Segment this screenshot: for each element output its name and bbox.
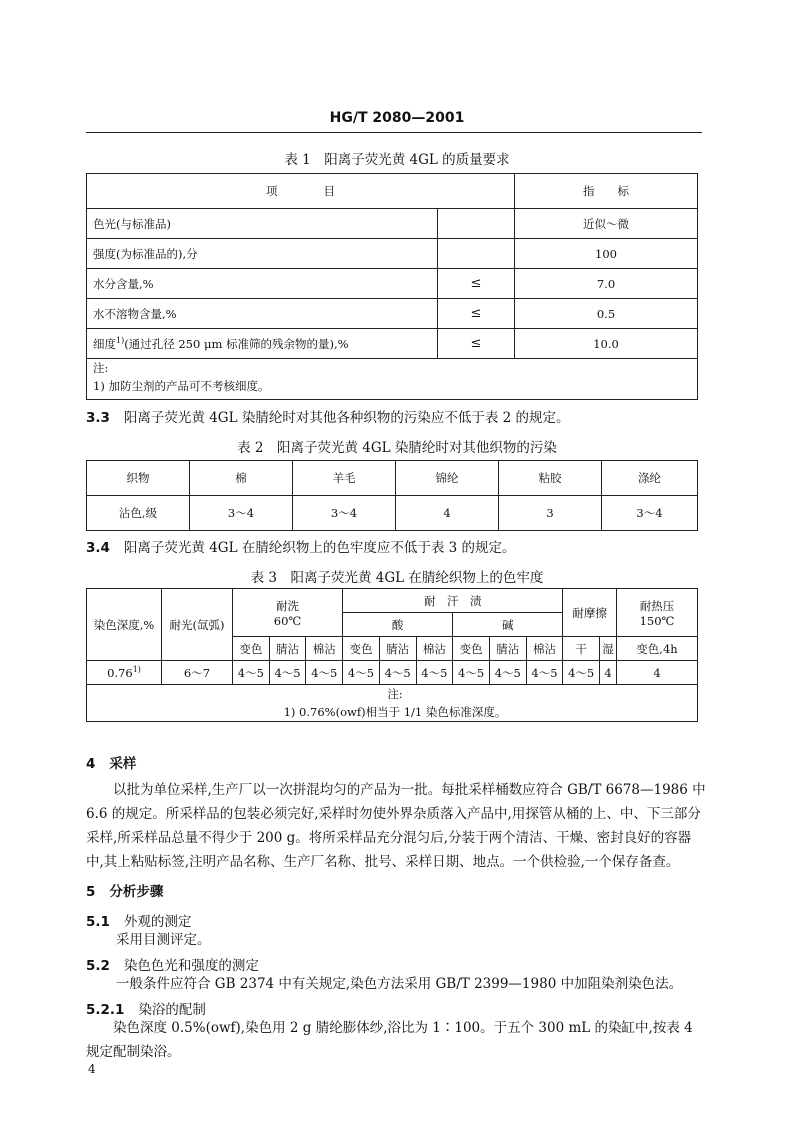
- table3-sub: 腈沾: [489, 637, 526, 661]
- table1-col-item: 项 目: [87, 174, 515, 209]
- standard-code: HG/T 2080—2001: [329, 110, 465, 126]
- section-5-2-body: 一般条件应符合 GB 2374 中有关规定,染色方法采用 GB/T 2399—1980 中加阻染剂染色法。: [116, 976, 683, 992]
- table3-cell: 4～5: [269, 661, 306, 685]
- depth-value: 0.76: [107, 665, 133, 680]
- table2-caption: 表 2 阳离子荧光黄 4GL 染腈纶时对其他织物的污染: [237, 440, 557, 456]
- table3-sub: 棉沾: [416, 637, 453, 661]
- table-row: [87, 329, 698, 359]
- table3-cell: 4～5: [306, 661, 343, 685]
- table3-h-acid: 酸: [343, 613, 453, 637]
- table1: [86, 173, 698, 400]
- table3-note-row: [87, 685, 698, 722]
- footnote-ref: 1): [132, 665, 141, 675]
- wash-label: 耐洗: [276, 598, 300, 613]
- table3-cell: 4～5: [453, 661, 490, 685]
- table1-item: 色光(与标准品): [87, 209, 438, 239]
- table3-note: [87, 685, 698, 722]
- table-row: [87, 209, 698, 239]
- table3-light: 6～7: [162, 661, 233, 685]
- section-number: 5.2: [86, 958, 110, 974]
- table3-sub: 变色,4h: [617, 637, 698, 661]
- table3-h-heat: [617, 589, 698, 637]
- table3-caption: 表 3 阳离子荧光黄 4GL 在腈纶织物上的色牢度: [250, 570, 544, 586]
- section-5-2-1-heading: [86, 998, 206, 1018]
- section-5-2-1-body: 染色深度 0.5%(owf),染色用 2 g 腈纶膨体纱,浴比为 1∶100。于五个 300 mL 的染缸中,按表 4 规定配制染浴。: [86, 1020, 693, 1060]
- table3-h-sweat: 耐 汗 渍: [343, 589, 563, 613]
- note-text: 1) 加防尘剂的产品可不考核细度。: [93, 379, 270, 393]
- section-5-heading: [86, 880, 163, 900]
- table2-header: 涤纶: [602, 461, 698, 496]
- section-title: 染浴的配制: [138, 1002, 206, 1018]
- page-number: 4: [88, 1062, 96, 1076]
- table1-item: 水不溶物含量,%: [87, 299, 438, 329]
- table2: [86, 460, 698, 531]
- table2-cell: 3～4: [602, 496, 698, 531]
- table3-cell: 4～5: [526, 661, 563, 685]
- section-number: 5.2.1: [86, 1002, 125, 1018]
- section-4-body: 以批为单位采样,生产厂以一次拼混均匀的产品为一批。每批采样桶数应符合 GB/T 6678—1986 中 6.6 的规定。所采样品的包装必须完好,采样时勿使外界杂质落入产品中,用探管从桶的上、中、下三部分采样,所采样品总量不得少于 200 g。将所采样品充分混匀后,分装于两个清洁、干燥、密封良好的容器中,其上粘贴标签,注明产品名称、生产厂名称、批号、采样日期、地点。一个供检验,一个保存备查。: [86, 782, 706, 870]
- table2-cell: 3: [499, 496, 602, 531]
- table3-h-rub: 耐摩擦: [563, 589, 617, 637]
- table-row: [87, 239, 698, 269]
- table-row: [87, 661, 698, 685]
- section-title: 外观的测定: [123, 914, 192, 930]
- table3-cell: 4～5: [343, 661, 380, 685]
- table-row: [87, 299, 698, 329]
- table2-cell: 3～4: [190, 496, 293, 531]
- note-label: 注:: [93, 361, 109, 375]
- table1-value: 10.0: [515, 329, 698, 359]
- note-text: 1) 0.76%(owf)相当于 1/1 染色标准深度。: [283, 705, 507, 719]
- table1-sym: ≤: [438, 269, 515, 299]
- table3-h-alkali: 碱: [453, 613, 563, 637]
- table2-header: 羊毛: [293, 461, 396, 496]
- table-row: [87, 496, 698, 531]
- table3-cell: 4: [617, 661, 698, 685]
- table3-sub: 变色: [233, 637, 270, 661]
- table3-depth: [87, 661, 162, 685]
- note-label: 注:: [387, 687, 403, 701]
- footnote-ref: 1): [116, 335, 125, 345]
- table1-item-rest: (通过孔径 250 μm 标准筛的残余物的量),%: [124, 336, 349, 351]
- table2-cell: 3～4: [293, 496, 396, 531]
- section-number: 5.1: [86, 914, 110, 930]
- header-rule: [86, 132, 702, 133]
- table3-sub: 腈沾: [269, 637, 306, 661]
- table3-cell: 4～5: [416, 661, 453, 685]
- table1-sym: [438, 239, 515, 269]
- table2-header: 织物: [87, 461, 190, 496]
- wash-temp: 60℃: [273, 613, 302, 628]
- section-text: 阳离子荧光黄 4GL 染腈纶时对其他各种织物的污染应不低于表 2 的规定。: [123, 410, 570, 426]
- table1-item-main: 细度: [93, 336, 116, 351]
- table1-value: 近似～微: [515, 209, 698, 239]
- table1-value: 0.5: [515, 299, 698, 329]
- table1-sym: [438, 209, 515, 239]
- table1-caption: 表 1 阳离子荧光黄 4GL 的质量要求: [284, 152, 510, 168]
- section-number: 5: [86, 884, 96, 900]
- table-row: [87, 269, 698, 299]
- table3-cell: 4: [600, 661, 617, 685]
- heat-temp: 150℃: [639, 613, 675, 628]
- table1-col-value: 指 标: [515, 174, 698, 209]
- section-5-1-heading: [86, 910, 191, 930]
- table3-header-row-1: [87, 589, 698, 613]
- table3-sub: 变色: [343, 637, 380, 661]
- section-5-1-body: 采用目测评定。: [116, 932, 211, 948]
- table3-h-wash: [233, 589, 343, 637]
- section-3-3: [86, 406, 570, 426]
- table3-sub: 干: [563, 637, 600, 661]
- section-number: 4: [86, 756, 96, 772]
- table3-h-light: 耐光(氙弧): [162, 589, 233, 661]
- section-title: 采样: [109, 756, 137, 772]
- table2-header: 锦纶: [396, 461, 499, 496]
- table2-header: 粘胶: [499, 461, 602, 496]
- table3-sub: 腈沾: [379, 637, 416, 661]
- table2-header: 棉: [190, 461, 293, 496]
- section-text: 阳离子荧光黄 4GL 在腈纶织物上的色牢度应不低于表 3 的规定。: [123, 540, 516, 556]
- table1-note-row: [87, 359, 698, 400]
- table1-value: 7.0: [515, 269, 698, 299]
- table1-header-row: [87, 174, 698, 209]
- section-title: 染色色光和强度的测定: [123, 958, 259, 974]
- section-number: 3.3: [86, 410, 110, 426]
- section-title: 分析步骤: [109, 884, 164, 900]
- table3-sub: 棉沾: [306, 637, 343, 661]
- table2-cell: 沾色,级: [87, 496, 190, 531]
- table1-sym: ≤: [438, 299, 515, 329]
- table3-h-depth: 染色深度,%: [87, 589, 162, 661]
- table3-cell: 4～5: [563, 661, 600, 685]
- table3-sub: 湿: [600, 637, 617, 661]
- table3-cell: 4～5: [489, 661, 526, 685]
- heat-label: 耐热压: [639, 598, 675, 613]
- table1-item: 水分含量,%: [87, 269, 438, 299]
- table3: [86, 588, 698, 722]
- table3-sub: 变色: [453, 637, 490, 661]
- section-number: 3.4: [86, 540, 110, 556]
- table2-cell: 4: [396, 496, 499, 531]
- section-4-heading: [86, 752, 136, 772]
- table1-note: [87, 359, 698, 400]
- table1-value: 100: [515, 239, 698, 269]
- table3-cell: 4～5: [379, 661, 416, 685]
- section-3-4: [86, 536, 516, 556]
- section-5-2-heading: [86, 954, 259, 974]
- table1-sym: ≤: [438, 329, 515, 359]
- table1-item: 强度(为标准品的),分: [87, 239, 438, 269]
- table2-header-row: [87, 461, 698, 496]
- table1-item: [87, 329, 438, 359]
- table3-sub: 棉沾: [526, 637, 563, 661]
- table3-cell: 4～5: [233, 661, 270, 685]
